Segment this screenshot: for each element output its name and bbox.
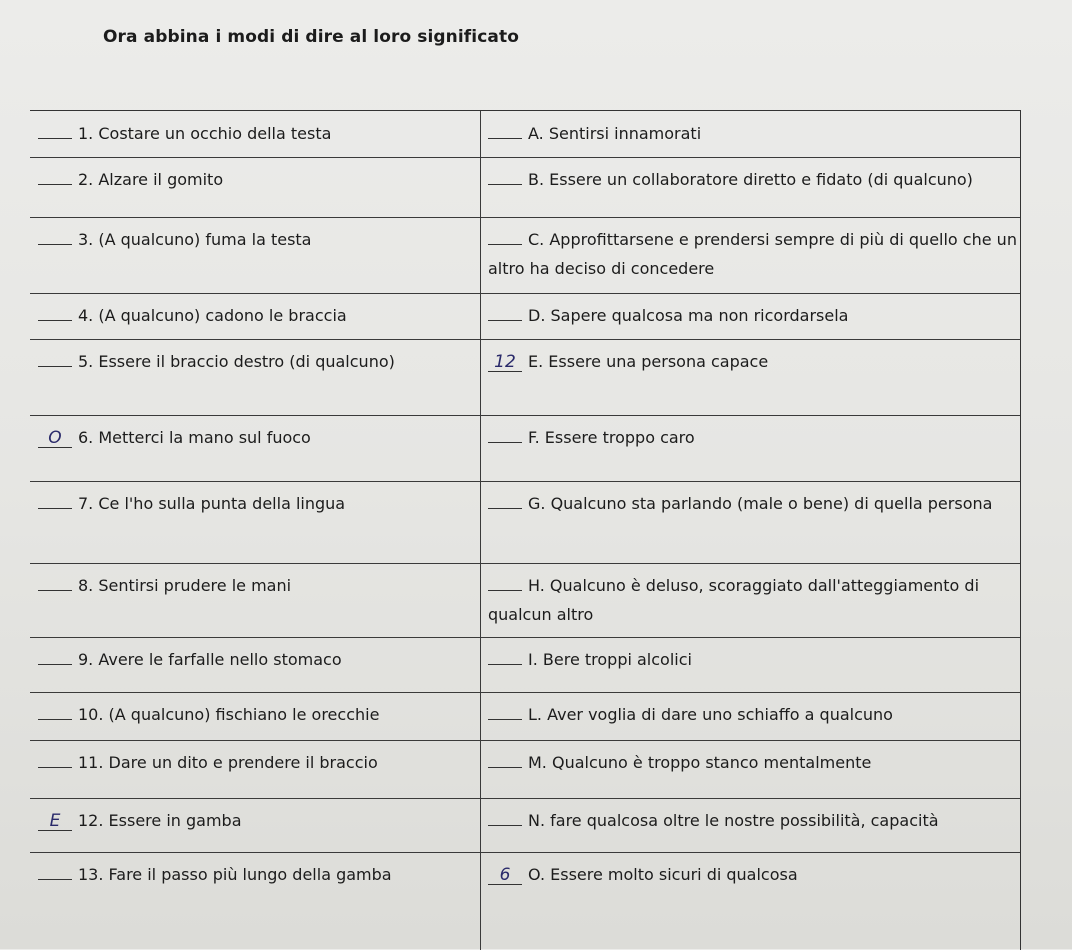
meaning-answer-blank[interactable]: [488, 302, 522, 321]
meaning-text: D. Sapere qualcosa ma non ricordarsela: [528, 306, 849, 325]
meaning-cell: [488, 645, 1018, 674]
idiom-text: 11. Dare un dito e prendere il braccio: [78, 753, 378, 772]
meaning-answer-blank[interactable]: 12: [488, 353, 522, 372]
column-divider: [480, 852, 481, 950]
idiom-cell: [38, 489, 468, 518]
meaning-text: B. Essere un collaboratore diretto e fidato (di qualcuno): [528, 170, 973, 189]
meaning-cell: [488, 748, 1018, 777]
meaning-cell: [488, 860, 1018, 889]
table-row: [30, 692, 1020, 741]
table-row: [30, 637, 1020, 693]
meaning-answer-blank[interactable]: [488, 120, 522, 139]
table-row: [30, 852, 1020, 950]
idiom-cell: [38, 225, 468, 254]
meaning-text: I. Bere troppi alcolici: [528, 650, 692, 669]
idiom-cell: [38, 806, 468, 835]
column-divider: [480, 637, 481, 692]
meaning-answer-blank[interactable]: [488, 807, 522, 826]
meaning-answer-blank[interactable]: [488, 424, 522, 443]
meaning-cell: [488, 301, 1018, 330]
column-divider: [480, 798, 481, 852]
idiom-text: 2. Alzare il gomito: [78, 170, 224, 189]
idiom-cell: [38, 119, 468, 148]
column-divider: [480, 740, 481, 798]
idiom-cell: [38, 700, 468, 729]
idiom-cell: [38, 645, 468, 674]
idiom-answer-blank[interactable]: [38, 490, 72, 509]
idiom-answer-blank[interactable]: E: [38, 812, 72, 831]
idiom-cell: [38, 347, 468, 376]
meaning-cell: [488, 119, 1018, 148]
idiom-answer-blank[interactable]: [38, 572, 72, 591]
meaning-text: F. Essere troppo caro: [528, 428, 695, 447]
meaning-text: N. fare qualcosa oltre le nostre possibilità, capacità: [528, 811, 939, 830]
meaning-text: C. Approfittarsene e prendersi sempre di più di quello che un altro ha deciso di concedere: [488, 230, 1017, 278]
meaning-answer-blank[interactable]: [488, 646, 522, 665]
idiom-text: 13. Fare il passo più lungo della gamba: [78, 865, 392, 884]
idiom-text: 3. (A qualcuno) fuma la testa: [78, 230, 312, 249]
column-divider: [480, 217, 481, 293]
meaning-answer-blank[interactable]: [488, 701, 522, 720]
meaning-cell: [488, 571, 1018, 629]
table-row: [30, 339, 1020, 416]
idiom-answer-blank[interactable]: [38, 226, 72, 245]
meaning-cell: [488, 700, 1018, 729]
table-row: [30, 481, 1020, 564]
table-row: [30, 111, 1020, 158]
idiom-text: 1. Costare un occhio della testa: [78, 124, 332, 143]
idiom-text: 12. Essere in gamba: [78, 811, 242, 830]
table-row: [30, 217, 1020, 294]
table-row: [30, 157, 1020, 218]
idiom-cell: [38, 860, 468, 889]
idiom-answer-blank[interactable]: [38, 120, 72, 139]
idiom-text: 10. (A qualcuno) fischiano le orecchie: [78, 705, 380, 724]
table-row: [30, 293, 1020, 340]
column-divider: [480, 157, 481, 217]
meaning-cell: [488, 225, 1018, 283]
idiom-cell: [38, 748, 468, 777]
meaning-text: A. Sentirsi innamorati: [528, 124, 702, 143]
idiom-cell: [38, 301, 468, 330]
column-divider: [480, 692, 481, 740]
meaning-cell: [488, 806, 1018, 835]
meaning-answer-blank[interactable]: [488, 166, 522, 185]
idiom-text: 7. Ce l'ho sulla punta della lingua: [78, 494, 346, 513]
meaning-cell: [488, 347, 1018, 376]
column-divider: [480, 415, 481, 481]
meaning-text: H. Qualcuno è deluso, scoraggiato dall'atteggiamento di qualcun altro: [488, 576, 980, 624]
meaning-text: E. Essere una persona capace: [528, 352, 769, 371]
meaning-answer-blank[interactable]: [488, 749, 522, 768]
idiom-answer-blank[interactable]: [38, 701, 72, 720]
column-divider: [480, 481, 481, 563]
meaning-answer-blank[interactable]: [488, 226, 522, 245]
meaning-answer-blank[interactable]: 6: [488, 866, 522, 885]
column-divider: [480, 111, 481, 157]
meaning-cell: [488, 423, 1018, 452]
meaning-answer-blank[interactable]: [488, 490, 522, 509]
meaning-text: G. Qualcuno sta parlando (male o bene) di quella persona: [528, 494, 993, 513]
idiom-cell: [38, 423, 468, 452]
table-row: [30, 563, 1020, 638]
meaning-cell: [488, 165, 1018, 194]
idiom-text: 9. Avere le farfalle nello stomaco: [78, 650, 342, 669]
idiom-answer-blank[interactable]: [38, 861, 72, 880]
meaning-text: L. Aver voglia di dare uno schiaffo a qualcuno: [528, 705, 893, 724]
idiom-answer-blank[interactable]: [38, 749, 72, 768]
idiom-text: 6. Metterci la mano sul fuoco: [78, 428, 311, 447]
idiom-text: 4. (A qualcuno) cadono le braccia: [78, 306, 347, 325]
idiom-answer-blank[interactable]: [38, 166, 72, 185]
idiom-answer-blank[interactable]: [38, 646, 72, 665]
idiom-answer-blank[interactable]: O: [38, 429, 72, 448]
table-row: [30, 415, 1020, 482]
table-row: [30, 798, 1020, 853]
idiom-text: 5. Essere il braccio destro (di qualcuno): [78, 352, 395, 371]
meaning-answer-blank[interactable]: [488, 572, 522, 591]
meaning-text: M. Qualcuno è troppo stanco mentalmente: [528, 753, 872, 772]
idiom-text: 8. Sentirsi prudere le mani: [78, 576, 292, 595]
matching-table: [30, 110, 1021, 950]
idiom-answer-blank[interactable]: [38, 348, 72, 367]
column-divider: [480, 563, 481, 637]
idiom-cell: [38, 165, 468, 194]
worksheet-title: Ora abbina i modi di dire al loro significato: [103, 27, 519, 47]
table-row: [30, 740, 1020, 799]
idiom-answer-blank[interactable]: [38, 302, 72, 321]
meaning-cell: [488, 489, 1018, 518]
column-divider: [480, 293, 481, 339]
meaning-text: O. Essere molto sicuri di qualcosa: [528, 865, 798, 884]
column-divider: [480, 339, 481, 415]
idiom-cell: [38, 571, 468, 600]
